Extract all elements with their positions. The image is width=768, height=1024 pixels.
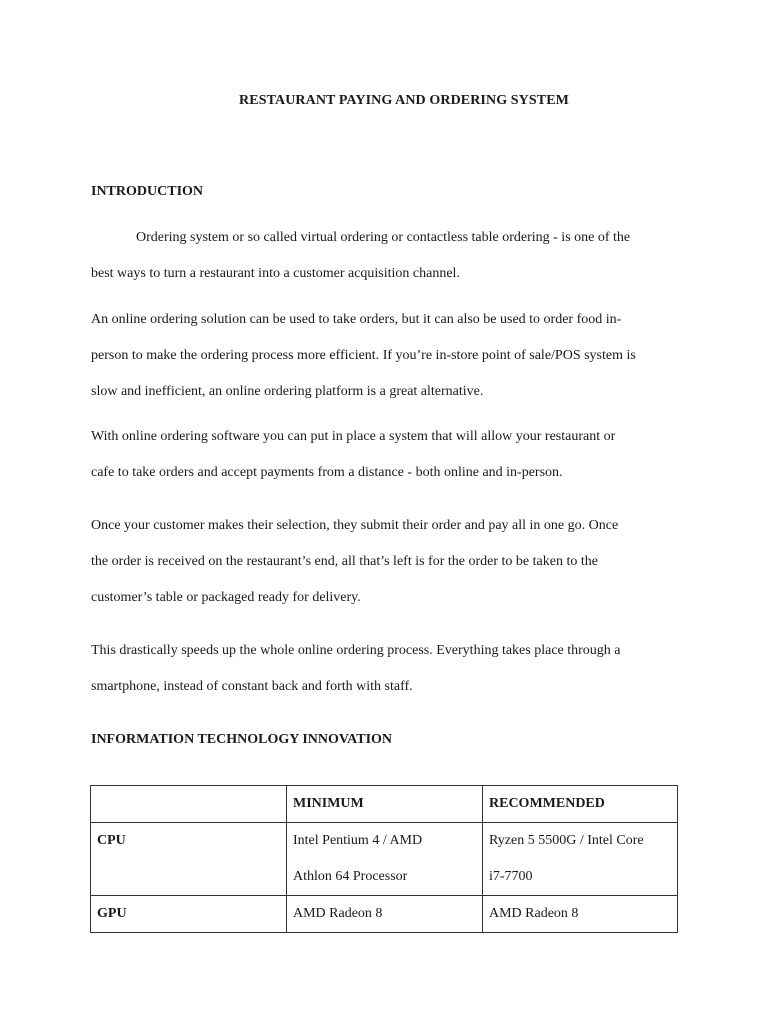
intro-paragraph-2 [91,302,691,410]
paragraph-line: Ordering system or so called virtual ordering or contactless table ordering - is one of the [136,230,631,245]
table-row [91,823,678,896]
paragraph-line: best ways to turn a restaurant into a customer acquisition channel. [91,266,460,281]
gpu-recommended-cell [483,896,678,933]
cell-text: i7-7700 [489,869,533,884]
cell-text: CPU [97,833,126,848]
requirements-table [90,785,678,933]
paragraph-line: the order is received on the restaurant’s end, all that’s left is for the order to be taken to the [91,554,598,569]
row-label-cpu [91,823,287,896]
paragraph-line: smartphone, instead of constant back and forth with staff. [91,679,413,694]
paragraph-line: With online ordering software you can put in place a system that will allow your restaurant or [91,429,616,444]
document-title: RESTAURANT PAYING AND ORDERING SYSTEM [239,93,569,108]
intro-paragraph-5 [91,633,691,705]
intro-paragraph-3 [91,419,691,491]
paragraph-line: customer’s table or packaged ready for delivery. [91,590,361,605]
table-header-cell [91,786,287,823]
table-header-row [91,786,678,823]
gpu-minimum-cell [287,896,483,933]
table-header-minimum: MINIMUM [287,786,483,823]
paragraph-line: person to make the ordering process more efficient. If you’re in-store point of sale/POS system is [91,348,636,363]
paragraph-line: Once your customer makes their selection, they submit their order and pay all in one go. Once [91,518,619,533]
table-row [91,896,678,933]
cell-text: Intel Pentium 4 / AMD [293,833,423,848]
cpu-minimum-cell [287,823,483,896]
paragraph-line: cafe to take orders and accept payments from a distance - both online and in-person. [91,465,563,480]
paragraph-line: This drastically speeds up the whole online ordering process. Everything takes place through a [91,643,621,658]
cell-text: Athlon 64 Processor [293,869,408,884]
cell-text: AMD Radeon 8 [293,906,383,921]
it-innovation-heading: INFORMATION TECHNOLOGY INNOVATION [91,732,393,747]
cpu-recommended-cell [483,823,678,896]
intro-paragraph-4 [91,508,691,616]
introduction-heading: INTRODUCTION [91,184,204,199]
paragraph-line: An online ordering solution can be used to take orders, but it can also be used to order food in- [91,312,622,327]
cell-text: GPU [97,906,127,921]
cell-text: AMD Radeon 8 [489,906,579,921]
intro-paragraph-1 [91,220,691,292]
row-label-gpu [91,896,287,933]
table-header-recommended: RECOMMENDED [483,786,678,823]
cell-text: Ryzen 5 5500G / Intel Core [489,833,644,848]
paragraph-line: slow and inefficient, an online ordering platform is a great alternative. [91,384,484,399]
